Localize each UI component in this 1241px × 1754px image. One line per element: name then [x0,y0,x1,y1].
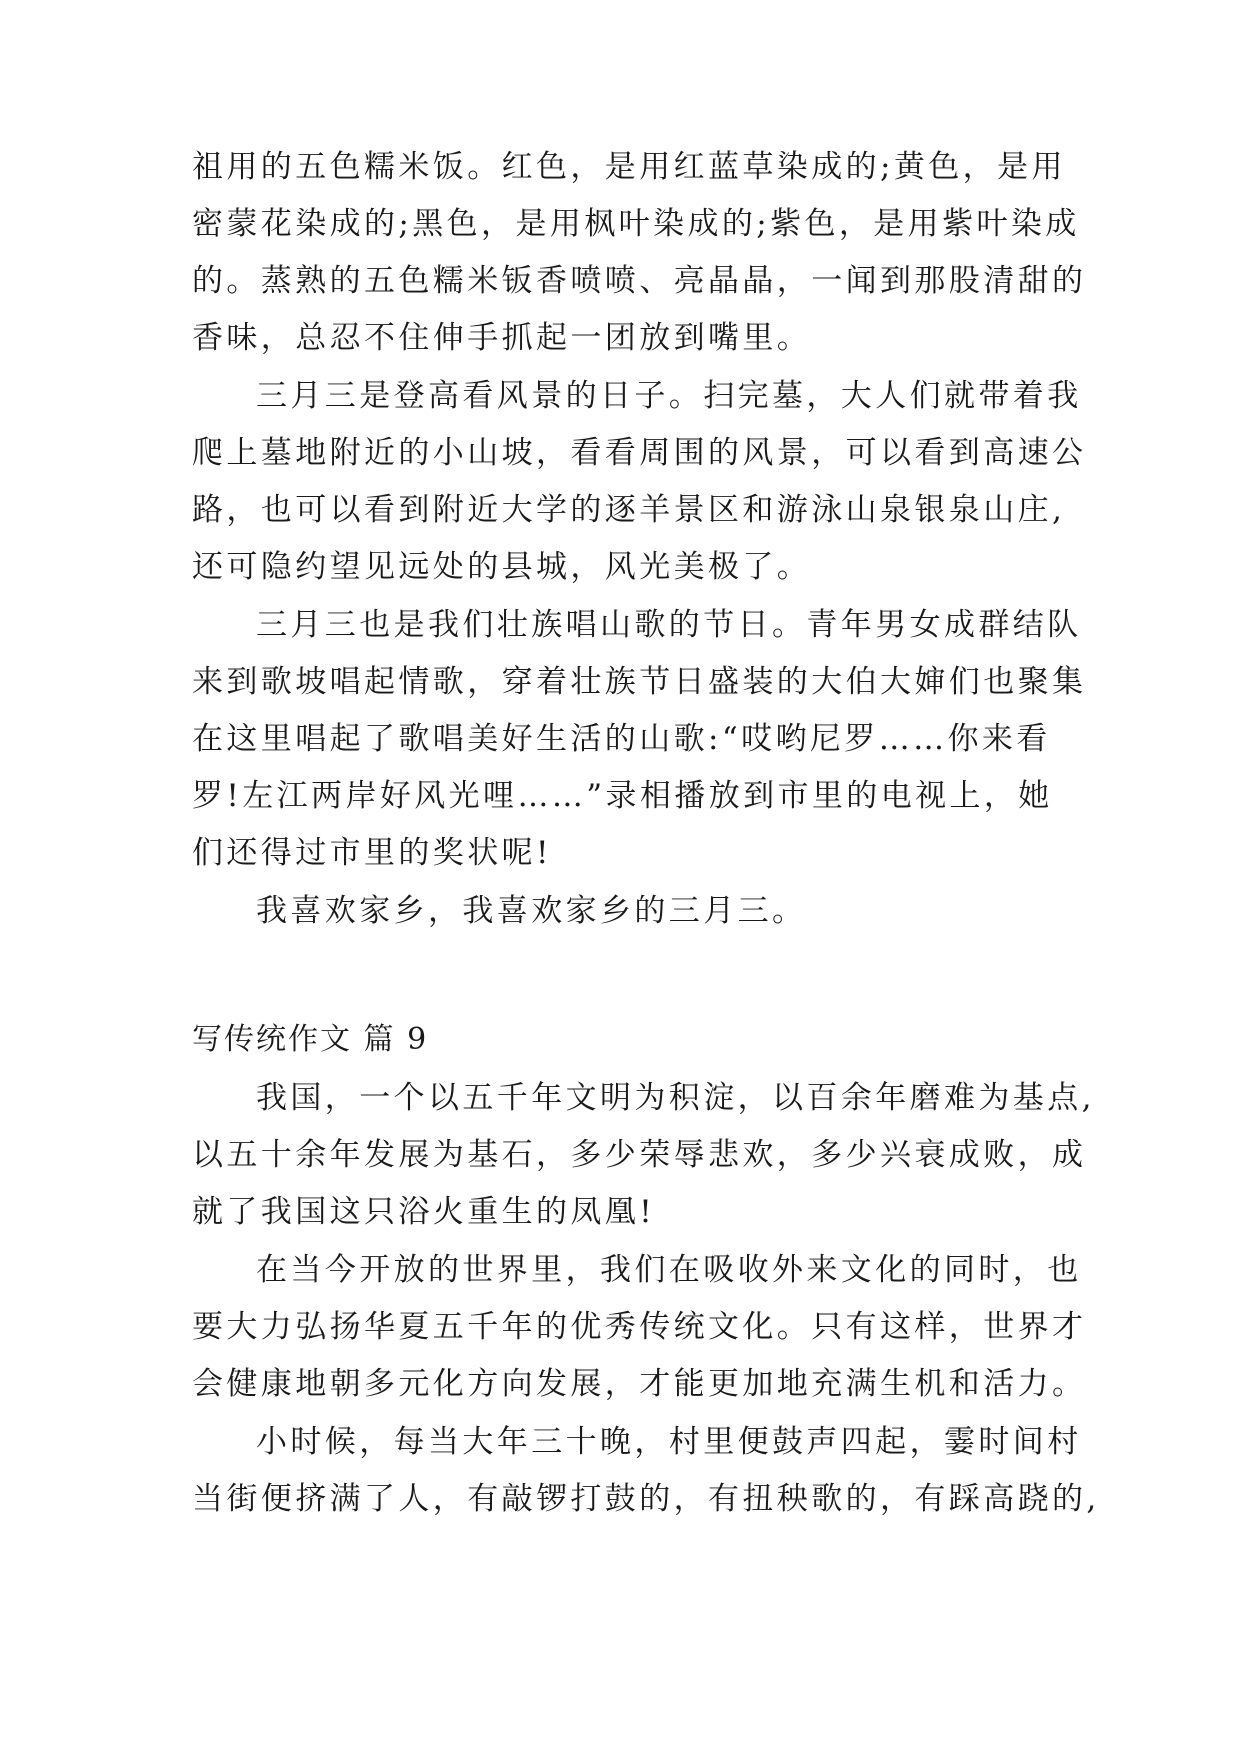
text-line: 罗!左江两岸好风光哩……”录相播放到市里的电视上，她 [192,778,1053,814]
text-line: 密蒙花染成的;黑色，是用枫叶染成的;紫色，是用紫叶染成 [192,206,1080,242]
text-line: 来到歌坡唱起情歌，穿着壮族节日盛装的大伯大婶们也聚集 [192,664,1087,700]
text-line: 三月三是登高看风景的日子。扫完墓，大人们就带着我 [256,378,1082,414]
text-line: 还可隐约望见远处的县城，风光美极了。 [192,549,812,585]
text-line: 小时候，每当大年三十晚，村里便鼓声四起，霎时间村 [256,1424,1082,1460]
text-line: 要大力弘扬华夏五千年的优秀传统文化。只有这样，世界才 [192,1309,1087,1345]
text-line: 当街便挤满了人，有敲锣打鼓的，有扭秧歌的，有踩高跷的, [192,1481,1100,1517]
text-line: 三月三也是我们壮族唱山歌的节日。青年男女成群结队 [256,607,1082,643]
text-line: 以五十余年发展为基石，多少荣辱悲欢，多少兴衰成败，成 [192,1137,1087,1173]
text-line: 会健康地朝多元化方向发展，才能更加地充满生机和活力。 [192,1366,1087,1402]
text-line: 爬上墓地附近的小山坡，看看周围的风景，可以看到高速公 [192,435,1087,471]
text-line: 的。蒸熟的五色糯米钣香喷喷、亮晶晶，一闻到那股清甜的 [192,263,1087,299]
text-line: 祖用的五色糯米饭。红色，是用红蓝草染成的;黄色，是用 [192,149,1066,185]
text-line: 我喜欢家乡，我喜欢家乡的三月三。 [256,893,807,929]
text-line: 在当今开放的世界里，我们在吸收外来文化的同时，也 [256,1252,1082,1288]
text-line: 们还得过市里的奖状呢! [192,835,552,871]
text-line: 在这里唱起了歌唱美好生活的山歌:“哎哟尼罗……你来看 [192,721,1051,757]
text-line: 路，也可以看到附近大学的逐羊景区和游泳山泉银泉山庄, [192,492,1066,528]
text-line: 我国，一个以五千年文明为积淀，以百余年磨难为基点, [256,1080,1095,1116]
text-line: 香味，总忍不住伸手抓起一团放到嘴里。 [192,320,812,356]
section-heading: 写传统作文 篇 9 [192,1022,429,1057]
text-line: 就了我国这只浴火重生的凤凰! [192,1194,656,1230]
